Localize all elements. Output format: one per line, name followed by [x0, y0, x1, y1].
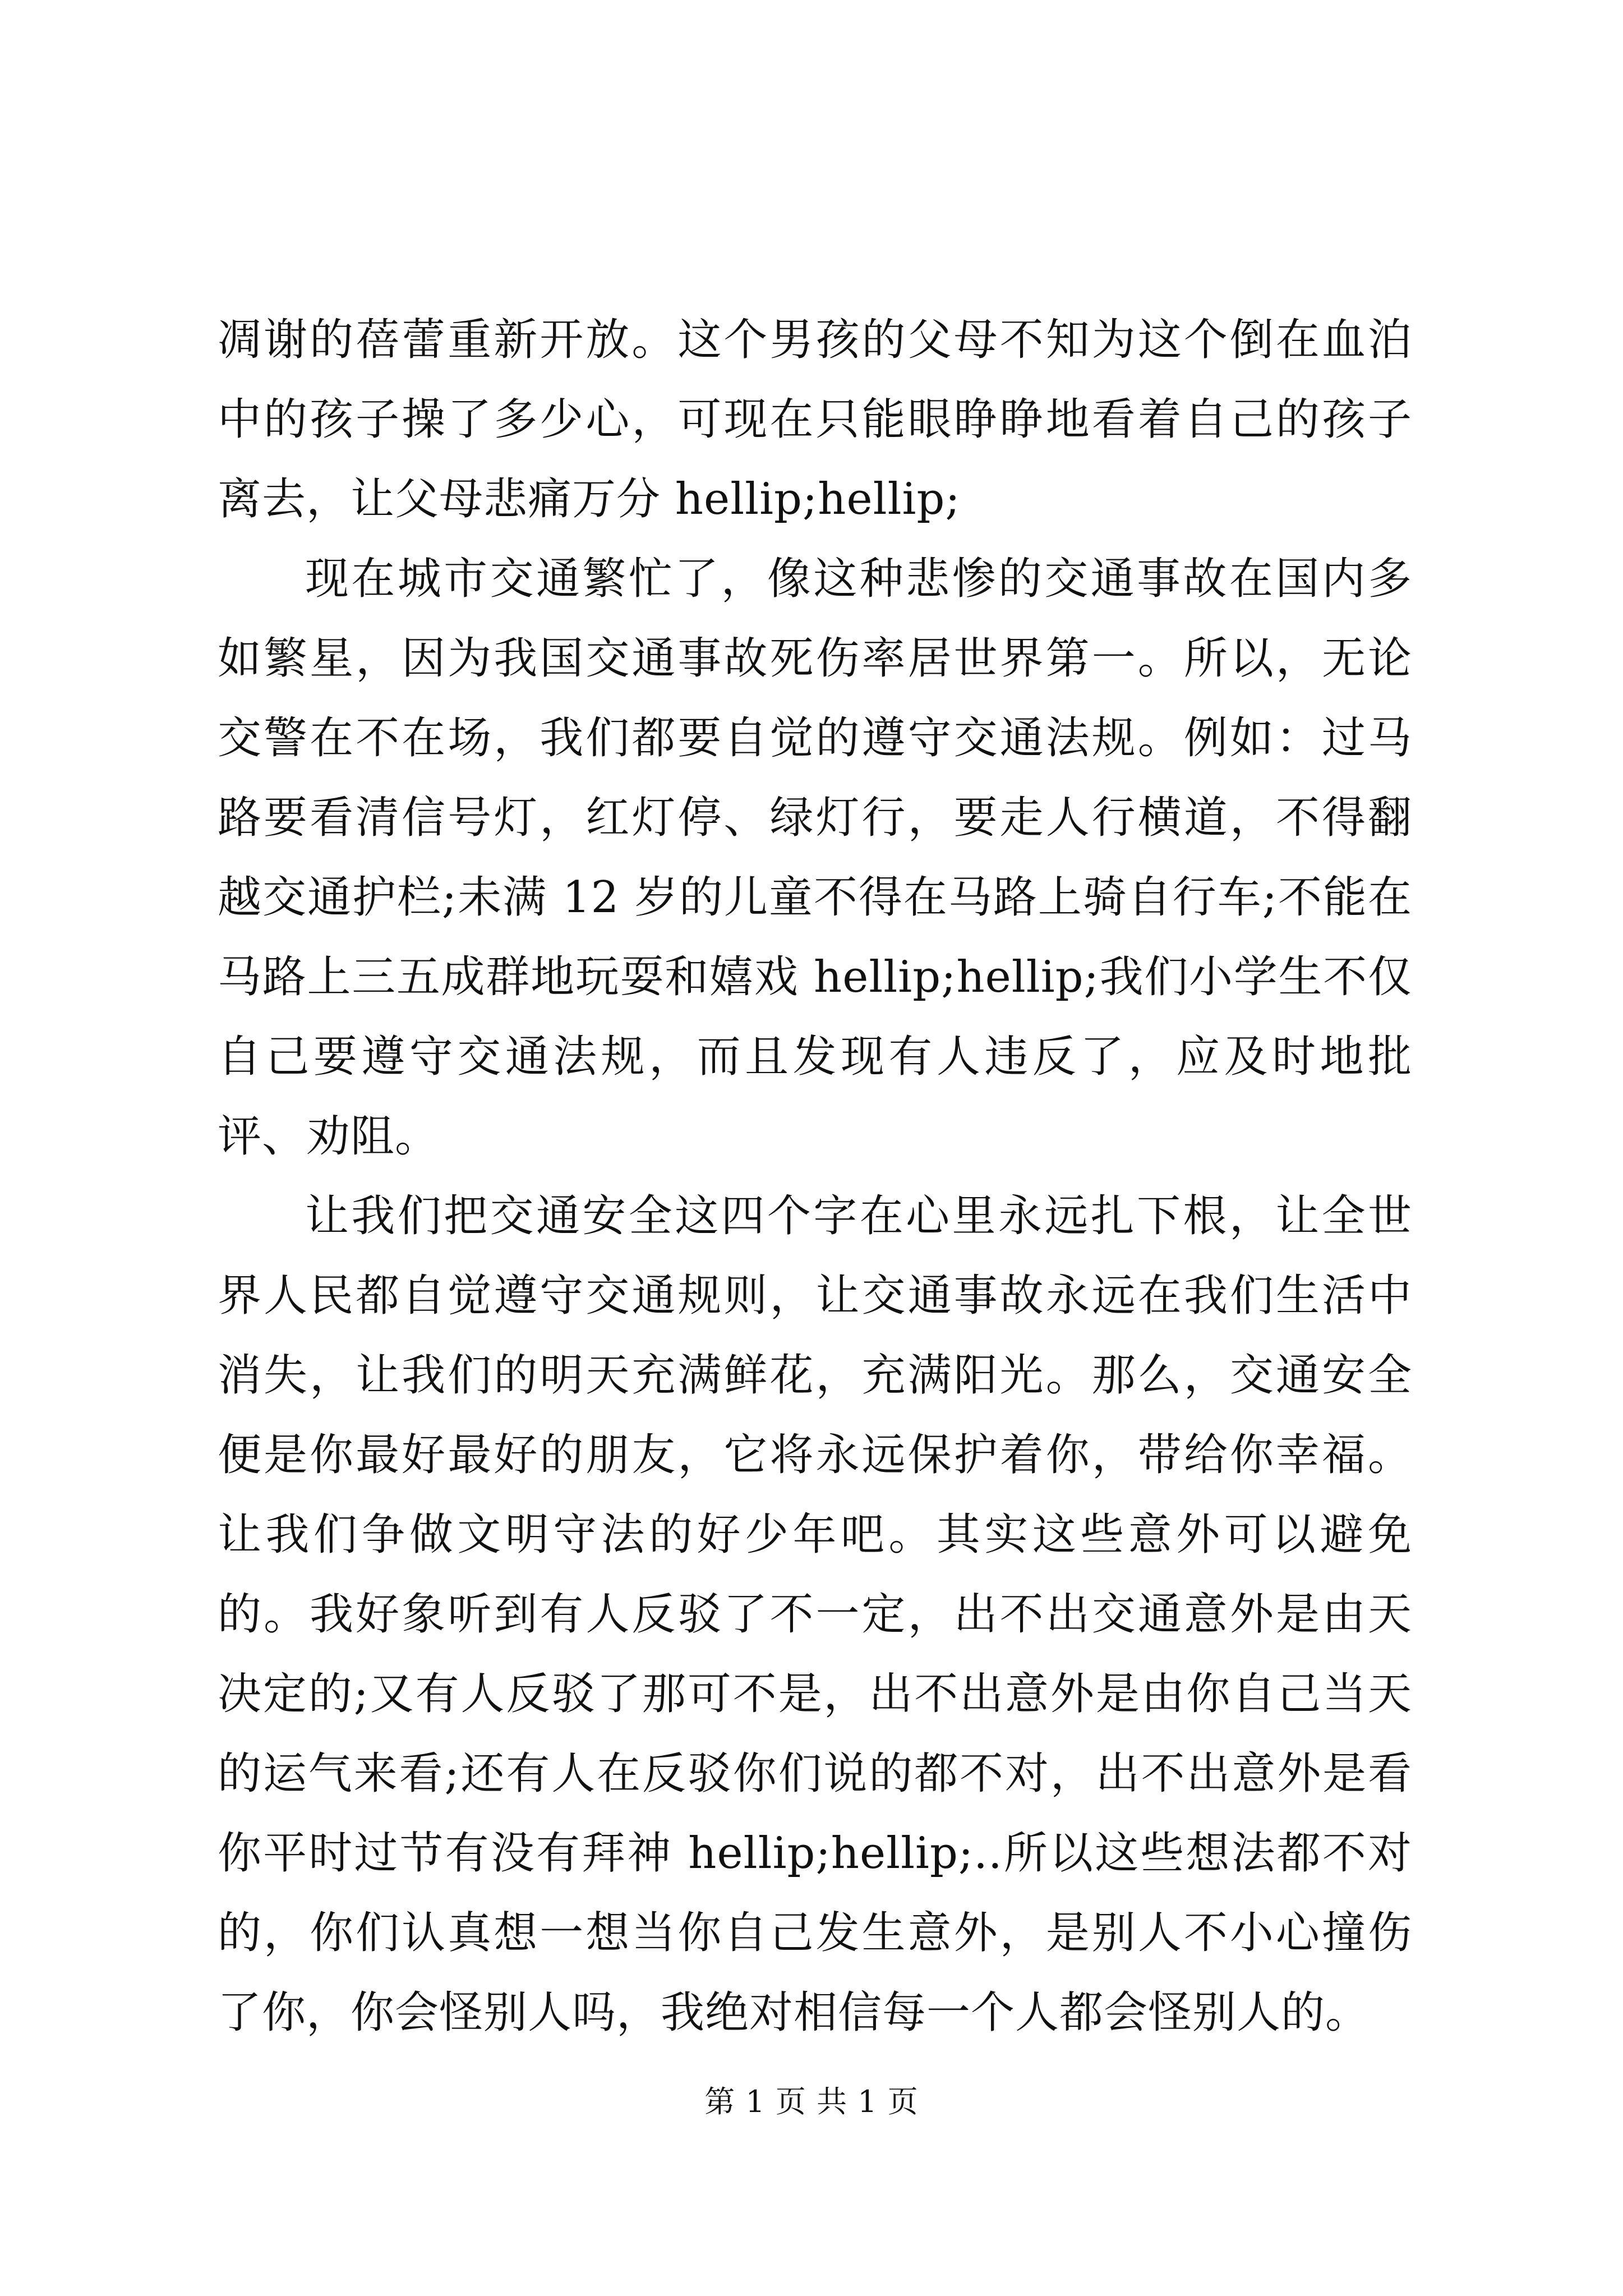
document-body: [218, 300, 1412, 2053]
paragraph-2: 现在城市交通繁忙了，像这种悲惨的交通事故在国内多如繁星，因为我国交通事故死伤率居世界第一。所以，无论交警在不在场，我们都要自觉的遵守交通法规。例如：过马路要看清信号灯，红灯停、绿灯行，要走人行横道，不得翻越交通护栏;未满 12 岁的儿童不得在马路上骑自行车;不能在马路上三五成群地玩耍和嬉戏 hellip;hellip;我们小学生不仅自己要遵守交通法规，而且发现有人违反了，应及时地批评、劝阻。: [218, 554, 1412, 1162]
paragraph-3: 让我们把交通安全这四个字在心里永远扎下根，让全世界人民都自觉遵守交通规则，让交通事故永远在我们生活中消失，让我们的明天充满鲜花，充满阳光。那么，交通安全便是你最好最好的朋友，它将永远保护着你，带给你幸福。让我们争做文明守法的好少年吧。其实这些意外可以避免的。我好象听到有人反驳了不一定，出不出交通意外是由天决定的;又有人反驳了那可不是，出不出意外是由你自己当天的运气来看;还有人在反驳你们说的都不对，出不出意外是看你平时过节有没有拜神 hellip;hellip;..所以这些想法都不对的，你们认真想一想当你自己发生意外，是别人不小心撞伤了你，你会怪别人吗，我绝对相信每一个人都会怪别人的。: [218, 1191, 1412, 2038]
page-footer: 第 1 页 共 1 页: [704, 2084, 919, 2119]
paragraph-1: 凋谢的蓓蕾重新开放。这个男孩的父母不知为这个倒在血泊中的孩子操了多少心，可现在只能眼睁睁地看着自己的孩子离去，让父母悲痛万分 hellip;hellip;: [218, 315, 1412, 524]
